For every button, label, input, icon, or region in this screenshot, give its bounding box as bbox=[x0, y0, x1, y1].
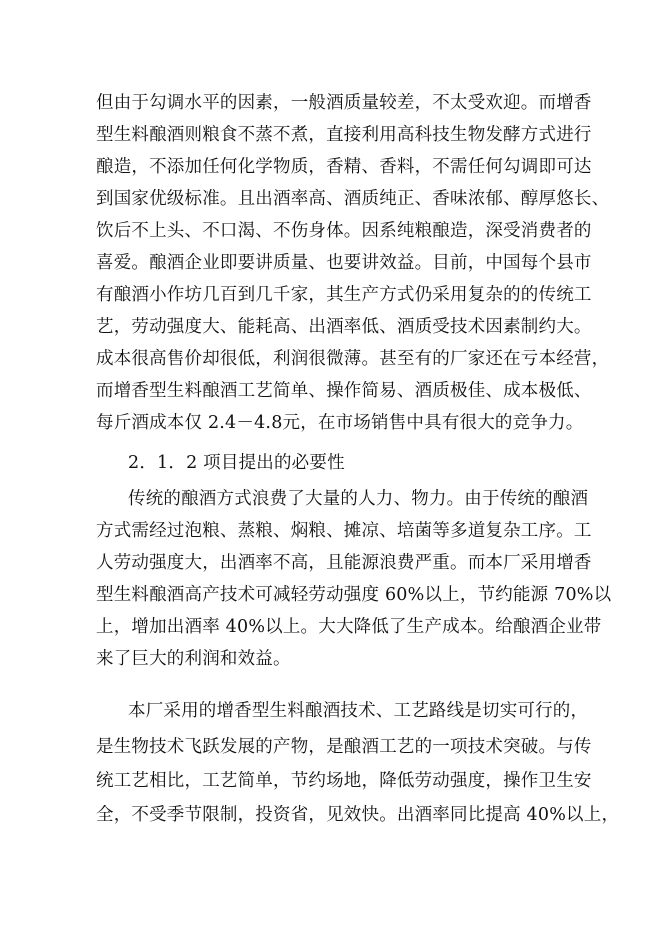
body-text-line: 统工艺相比，工艺简单，节约场地，降低劳动强度，操作卫生安 bbox=[96, 771, 592, 791]
body-text-line: 喜爱。酿酒企业即要讲质量、也要讲效益。目前，中国每个县市 bbox=[96, 253, 592, 273]
section-heading: 2．1．2 项目提出的必要性 bbox=[128, 453, 345, 473]
body-text-line: 全，不受季节限制，投资省，见效快。出酒率同比提高 40%以上， bbox=[96, 805, 620, 825]
body-text-line: 而增香型生料酿酒工艺简单、操作简易、酒质极佳、成本极低、 bbox=[96, 381, 592, 401]
body-text-line: 艺，劳动强度大、能耗高、出酒率低、酒质受技术因素制约大。 bbox=[96, 317, 592, 337]
body-text-line: 成本很高售价却很低，利润很微薄。甚至有的厂家还在亏本经营， bbox=[96, 349, 610, 369]
body-text-line: 但由于勾调水平的因素，一般酒质量较差，不太受欢迎。而增香 bbox=[96, 93, 592, 113]
body-text-line: 本厂采用的增香型生料酿酒技术、工艺路线是切实可行的， bbox=[128, 701, 589, 721]
body-text-line: 型生料酿酒高产技术可减轻劳动强度 60%以上，节约能源 70%以 bbox=[96, 585, 612, 605]
body-text-line: 上，增加出酒率 40%以上。大大降低了生产成本。给酿酒企业带 bbox=[96, 617, 602, 637]
body-text-line: 来了巨大的利润和效益。 bbox=[96, 649, 291, 669]
body-text-line: 传统的酿酒方式浪费了大量的人力、物力。由于传统的酿酒 bbox=[128, 489, 589, 509]
body-text-line: 每斤酒成本仅 2.4－4.8元，在市场销售中具有很大的竞争力。 bbox=[96, 413, 584, 433]
body-text-line: 酿造，不添加任何化学物质，香精、香料，不需任何勾调即可达 bbox=[96, 157, 592, 177]
body-text-line: 型生料酿酒则粮食不蒸不煮，直接利用高科技生物发酵方式进行 bbox=[96, 125, 592, 145]
body-text-line: 方式需经过泡粮、蒸粮、焖粮、摊凉、培菌等多道复杂工序。工 bbox=[96, 521, 592, 541]
body-text-line: 是生物技术飞跃发展的产物，是酿酒工艺的一项技术突破。与传 bbox=[96, 737, 592, 757]
body-text-line: 人劳动强度大，出酒率不高，且能源浪费严重。而本厂采用增香 bbox=[96, 553, 592, 573]
body-text-line: 到国家优级标准。且出酒率高、酒质纯正、香味浓郁、醇厚悠长、 bbox=[96, 189, 610, 209]
body-text-line: 饮后不上头、不口渴、不伤身体。因系纯粮酿造，深受消费者的 bbox=[96, 221, 592, 241]
body-text-line: 有酿酒小作坊几百到几千家，其生产方式仍采用复杂的的传统工 bbox=[96, 285, 592, 305]
